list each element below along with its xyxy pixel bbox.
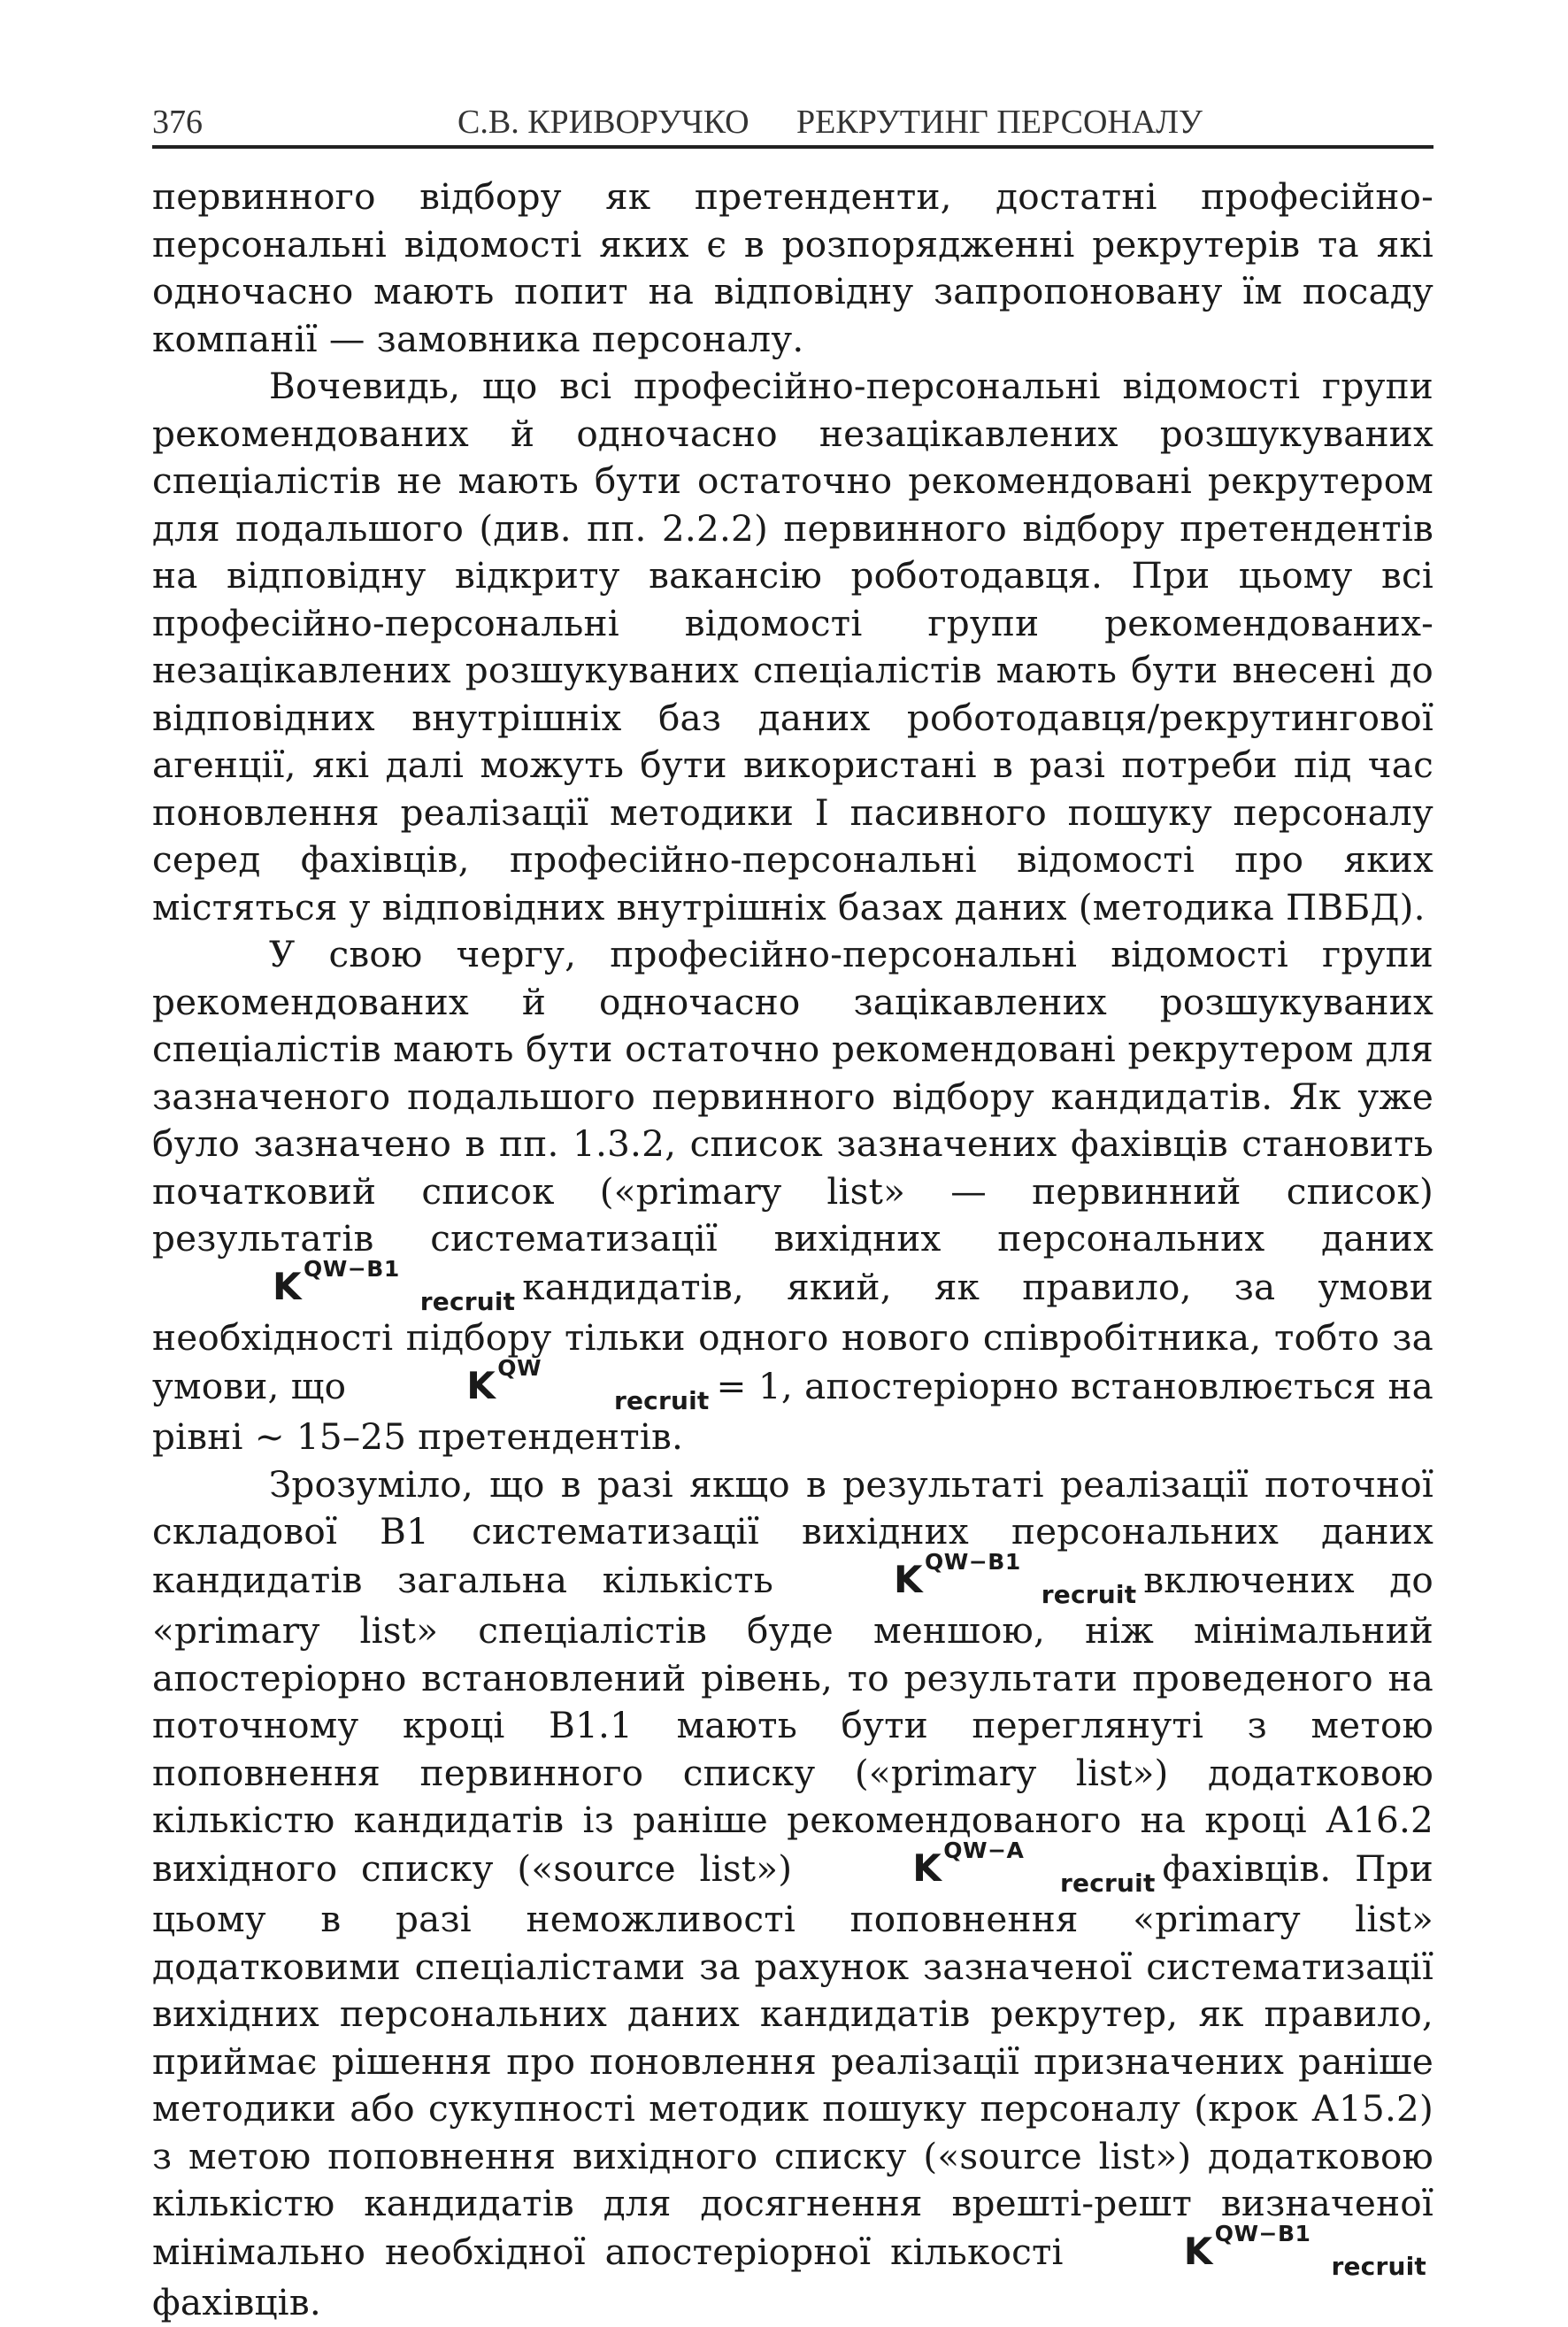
paragraph-3-part-2: кандидатів, який, як правило, за умови необхідності підбору тільки одного нового співробітника, тобто за умови, що <box>152 1265 1433 1407</box>
running-head-author: С.В. КРИВОРУЧКО <box>457 104 749 141</box>
paragraph-3-part-3: = 1, апостеріорно встановлюється на рівні ~ 15–25 претендентів. <box>152 1364 1433 1458</box>
formula-k-recruit-qw-b1: K QW−B1 recruit <box>273 1255 516 1316</box>
paragraph-4-part-2: включених до «primary list» спеціалістів буде меншою, ніж мінімальний апостеріорно встановлений рівень, то результати проведеного на поточному кроці В1.1 мають бути переглянуті з метою поповнення первинного списку («primary list») додатковою кількістю кандидатів із раніше рекомендованого на кроці А16.2 вихідного списку («source list») <box>152 1558 1433 1890</box>
body-text <box>152 173 1433 2327</box>
page-header <box>152 97 1433 149</box>
formula-k-recruit-qw: K QW recruit <box>466 1354 710 1415</box>
paragraph-3-part-1: У свою чергу, професійно-персональні відомості групи рекомендованих й одночасно зацікавлених розшукуваних спеціалістів мають бути остаточно рекомендовані рекрутером для зазначеного подальшого первинного відбору кандидатів. Як уже було зазначено в пп. 1.3.2, список зазначених фахівців становить початковий список («primary list» — первинний список) результатів систематизації вихідних персональних даних <box>152 933 1433 1260</box>
paragraph-4 <box>152 1461 1433 2327</box>
running-head-title: РЕКРУТИНГ ПЕРСОНАЛУ <box>796 104 1203 141</box>
formula-k-recruit-qw-a: K QW−A recruit <box>912 1837 1156 1898</box>
paragraph-3 <box>152 931 1433 1461</box>
paragraph-continuation: первинного відбору як претенденти, достатні професійно-персональні відомості яких є в розпорядженні рекрутерів та які одночасно мають попит на відповідну запропоновану їм посаду компанії — замовника персоналу. <box>152 175 1433 360</box>
formula-k-recruit-qw-b1: K QW−B1 recruit <box>1183 2220 1426 2281</box>
paragraph-4-part-3: фахівців. При цьому в разі неможливості поповнення «primary list» додатковими спеціалістами за рахунок зазначеної систематизації вихідних персональних даних кандидатів рекрутер, як правило, приймає рішення про поновлення реалізації призначених раніше методики або сукупності методик пошуку персоналу (крок А15.2) з метою поповнення вихідного списку («source list») додатковою кількістю кандидатів для досягнення врешті-решт визначеної мінімально необхідної апостеріорної кількості <box>152 1846 1433 2273</box>
formula-k-recruit-qw-b1: K QW−B1 recruit <box>894 1548 1137 1609</box>
paragraph-4-part-1: Зрозуміло, що в разі якщо в результаті реалізації поточної складової В1 систематизації вихідних персональних даних кандидатів загальна кількість <box>152 1462 1433 1601</box>
paragraph-2: Вочевидь, що всі професійно-персональні відомості групи рекомендованих й одночасно незацікавлених розшукуваних спеціалістів не мають бути остаточно рекомендовані рекрутером для подальшого (див. пп. 2.2.2) первинного відбору претендентів на відповідну відкриту вакансію роботодавця. При цьому всі професійно-персональні відомості групи рекомендованих-незацікавлених розшукуваних спеціалістів мають бути внесені до відповідних внутрішніх баз даних роботодавця/рекрутингової агенції, які далі можуть бути використані в разі потреби під час поновлення реалізації методики І пасивного пошуку персоналу серед фахівців, професійно-персональні відомості про яких містяться у відповідних внутрішніх базах даних (методика ПВБД). <box>152 365 1433 928</box>
page-number: 376 <box>152 104 203 141</box>
paragraph-4-part-4: фахівців. <box>152 2281 321 2323</box>
